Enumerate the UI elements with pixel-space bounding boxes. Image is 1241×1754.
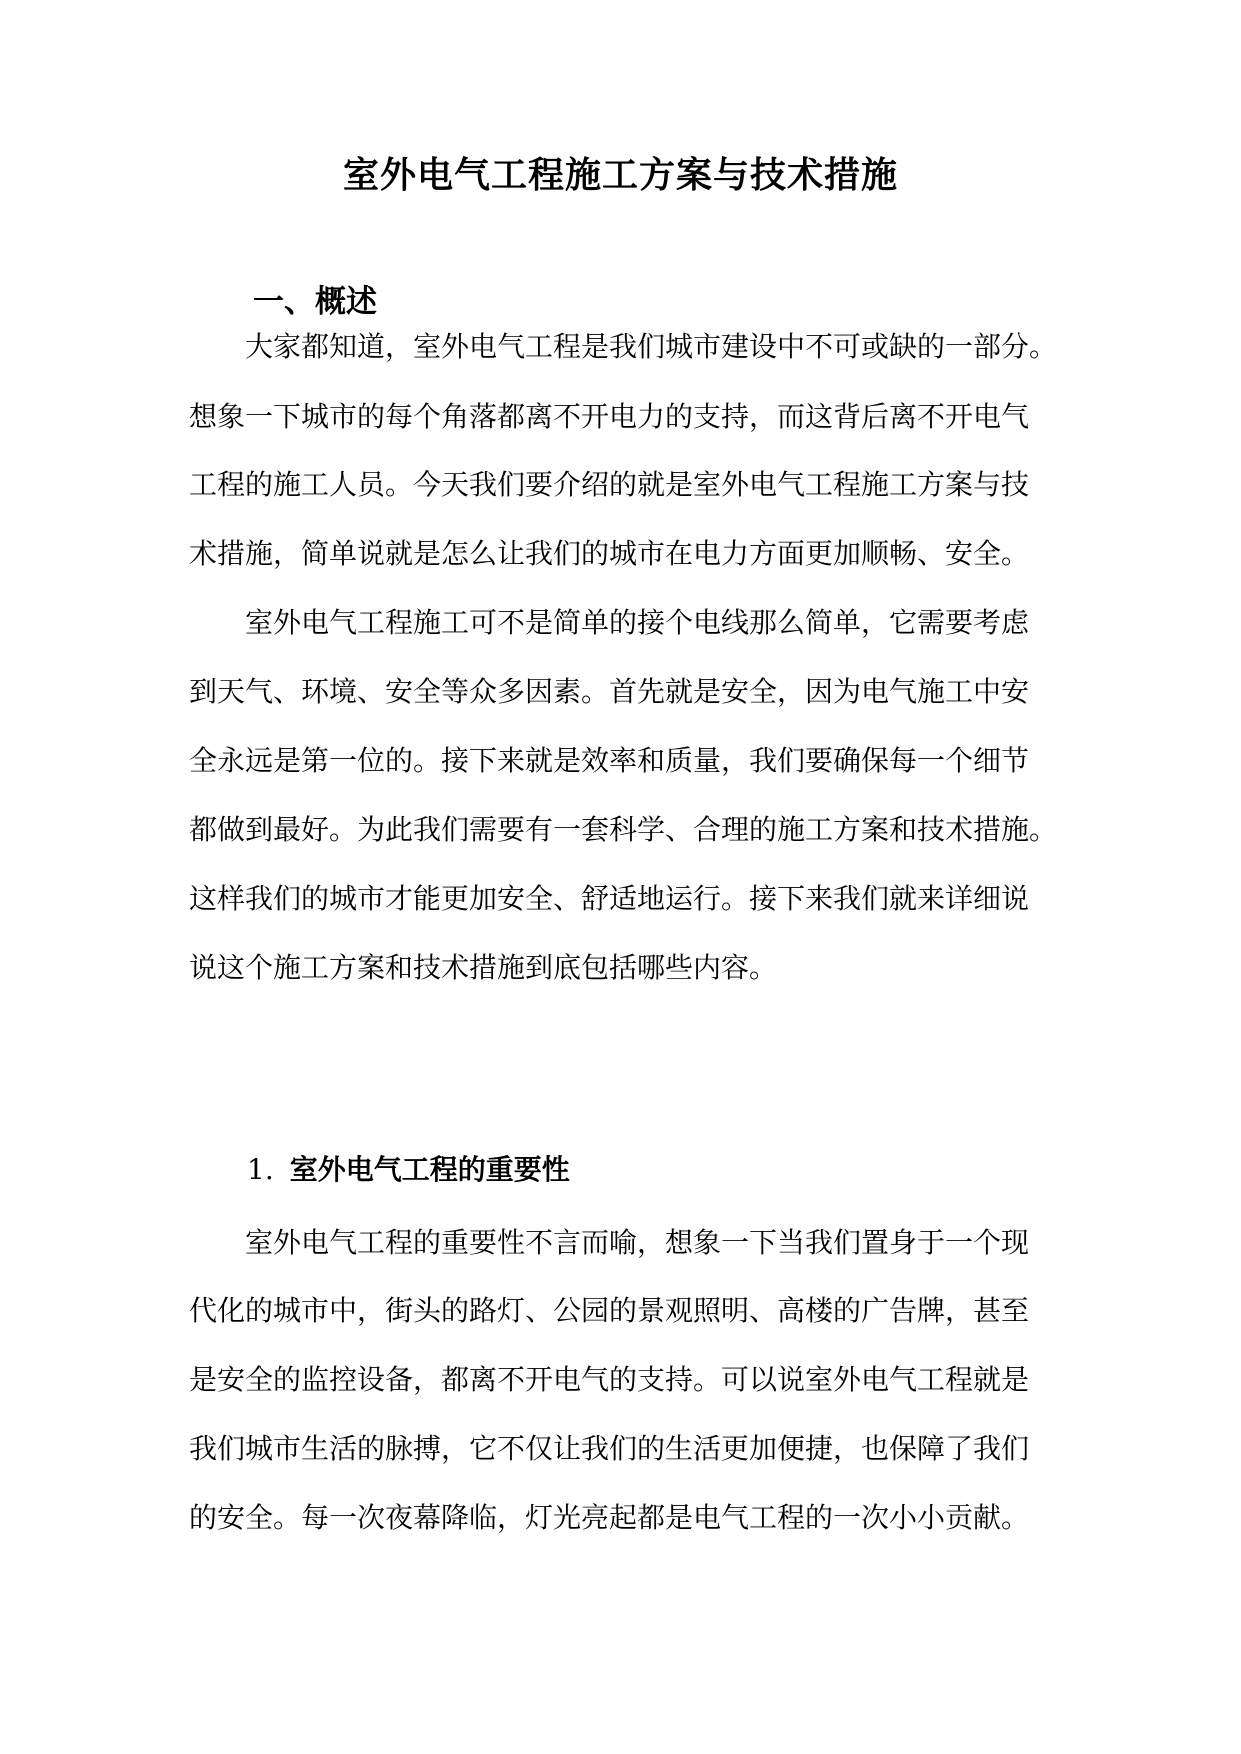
paragraph-line: 大家都知道，室外电气工程是我们城市建设中不可或缺的一部分。 [245,330,1058,363]
paragraph-line: 都做到最好。为此我们需要有一套科学、合理的施工方案和技术措施。 [189,813,1058,846]
paragraph-line: 术措施，简单说就是怎么让我们的城市在电力方面更加顺畅、安全。 [189,537,1030,570]
paragraph-line: 是安全的监控设备，都离不开电气的支持。可以说室外电气工程就是 [189,1363,1030,1396]
paragraph-line: 代化的城市中，街头的路灯、公园的景观照明、高楼的广告牌，甚至 [189,1294,1030,1327]
paragraph-line: 工程的施工人员。今天我们要介绍的就是室外电气工程施工方案与技 [189,468,1030,501]
paragraph-line: 这样我们的城市才能更加安全、舒适地运行。接下来我们就来详细说 [189,882,1030,915]
paragraph-line: 室外电气工程施工可不是简单的接个电线那么简单，它需要考虑 [245,606,1030,639]
subsection-number: 1. [247,1153,274,1186]
section-heading-overview: 一、概述 [253,284,377,320]
subsection-heading [247,1150,570,1190]
paragraph-line: 室外电气工程的重要性不言而喻，想象一下当我们置身于一个现 [245,1226,1030,1259]
paragraph-line: 到天气、环境、安全等众多因素。首先就是安全，因为电气施工中安 [189,675,1030,708]
paragraph-line: 的安全。每一次夜幕降临，灯光亮起都是电气工程的一次小小贡献。 [189,1501,1030,1534]
paragraph-line: 全永远是第一位的。接下来就是效率和质量，我们要确保每一个细节 [189,744,1030,777]
document-title: 室外电气工程施工方案与技术措施 [342,154,898,196]
paragraph-line: 想象一下城市的每个角落都离不开电力的支持，而这背后离不开电气 [189,400,1030,433]
subsection-heading-text: 室外电气工程的重要性 [289,1153,570,1186]
paragraph-line: 我们城市生活的脉搏，它不仅让我们的生活更加便捷，也保障了我们 [189,1432,1030,1465]
paragraph-line: 说这个施工方案和技术措施到底包括哪些内容。 [189,951,778,984]
